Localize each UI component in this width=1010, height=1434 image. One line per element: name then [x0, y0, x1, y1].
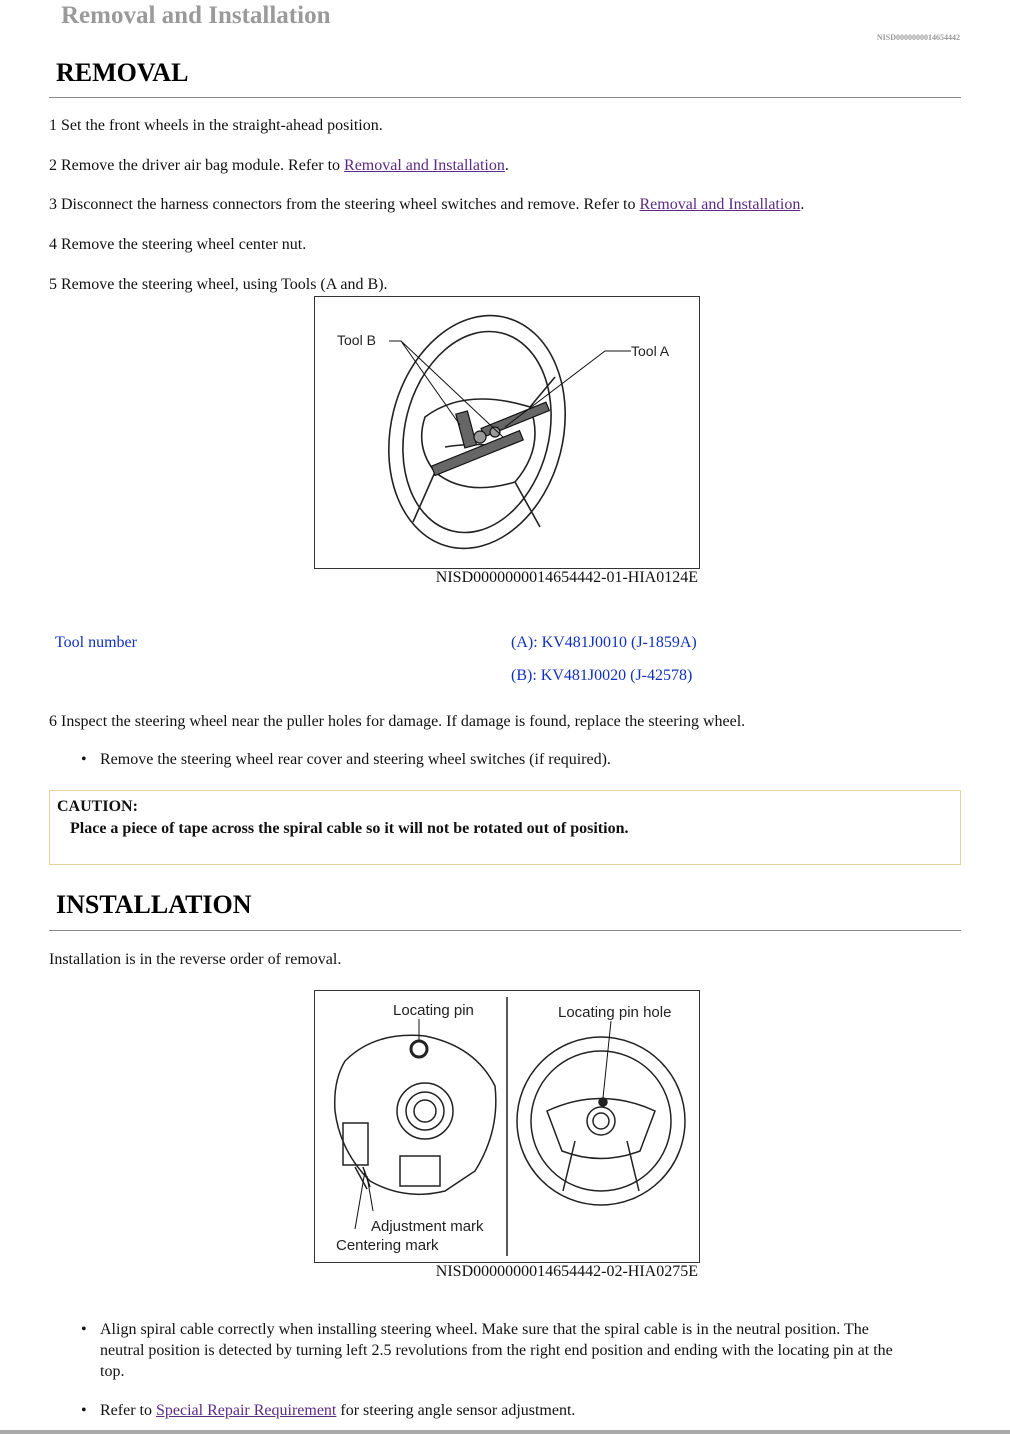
step-6: 6 Inspect the steering wheel near the puller holes for damage. If damage is found, replace the steering wheel. [49, 713, 746, 730]
step-4: 4 Remove the steering wheel center nut. [49, 236, 307, 253]
tool-b-label: Tool B [337, 332, 376, 348]
figure-1-caption: NISD0000000014654442-01-HIA0124E [435, 569, 698, 586]
tool-a-number: (A): KV481J0010 (J-1859A) [511, 634, 697, 651]
page-title: Removal and Installation [61, 2, 331, 29]
installation-divider [49, 930, 961, 931]
removal-installation-link[interactable]: Removal and Installation [344, 157, 505, 174]
locating-pin-label: Locating pin [393, 1002, 474, 1019]
tool-b-number: (B): KV481J0020 (J-42578) [511, 667, 693, 684]
page-bottom-border [0, 1430, 1010, 1434]
spiral-cable-illustration [315, 991, 699, 1262]
caution-text: Place a piece of tape across the spiral cable so it will not be rotated out of position. [70, 820, 629, 837]
list-item: • Align spiral cable correctly when installing steering wheel. Make sure that the spiral cable is in the neutral position. The neutral position is detected by turning left 2.5 revolutions from the right end position and ending with the locating pin at the top. [100, 1319, 960, 1382]
steering-wheel-illustration [315, 297, 699, 568]
step-1: 1 Set the front wheels in the straight-ahead position. [49, 117, 383, 134]
steering-wheel-puller-figure [314, 296, 700, 569]
step-5: 5 Remove the steering wheel, using Tools (A and B). [49, 276, 388, 293]
removal-divider [49, 97, 961, 98]
tool-number-label: Tool number [55, 634, 137, 651]
special-repair-requirement-link[interactable]: Special Repair Requirement [155, 1402, 337, 1419]
list-item: • Refer to Special Repair Requirement for steering angle sensor adjustment. [100, 1400, 575, 1421]
locating-pin-hole-label: Locating pin hole [558, 1004, 672, 1021]
list-item: • Remove the steering wheel rear cover and steering wheel switches (if required). [100, 749, 611, 770]
caution-heading: CAUTION: [57, 798, 138, 815]
adjustment-mark-label: Adjustment mark [371, 1218, 484, 1235]
document-id: NISD0000000014654442 [876, 33, 960, 42]
centering-mark-label: Centering mark [336, 1237, 439, 1254]
removal-heading: REMOVAL [56, 58, 189, 87]
step-2: 2 Remove the driver air bag module. Refer to Removal and Installation. [49, 157, 509, 174]
step-3: 3 Disconnect the harness connectors from the steering wheel switches and remove. Refer to Removal and Installation. [49, 196, 805, 213]
tool-a-label: Tool A [631, 343, 670, 359]
spiral-cable-figure [314, 990, 700, 1263]
caution-box [49, 790, 961, 865]
installation-heading: INSTALLATION [56, 890, 252, 919]
installation-intro: Installation is in the reverse order of removal. [49, 951, 342, 968]
figure-2-caption: NISD0000000014654442-02-HIA0275E [435, 1263, 698, 1280]
removal-installation-link[interactable]: Removal and Installation [639, 196, 801, 213]
